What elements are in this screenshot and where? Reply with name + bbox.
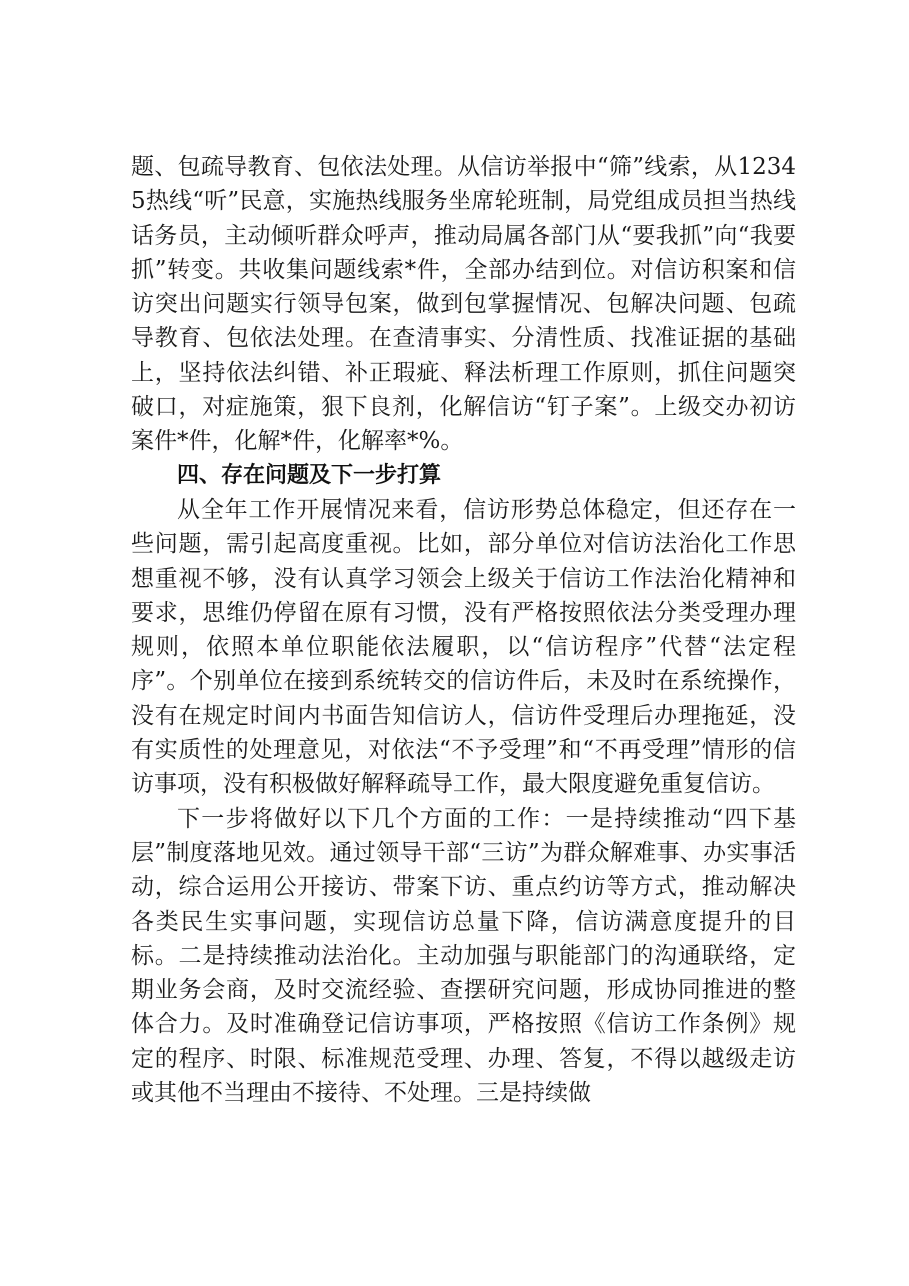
section-heading: 四、存在问题及下一步打算 xyxy=(177,462,442,488)
paragraph-problems: 从全年工作开展情况来看，信访形势总体稳定，但还存在一些问题，需引起高度重视。比如，部分单位对信访法治化工作思想重视不够，没有认真学习领会上级关于信访工作法治化精神和要求，思维仍停留在原有习惯，没有严格按照依法分类受理办理规则，依照本单位职能依法履职，以“信访程序”代替“法定程序”。个别单位在接到系统转交的信访件后，未及时在系统操作，没有在规定时间内书面告知信访人，信访件受理后办理拖延，没有实质性的处理意见，对依法“不予受理”和“不再受理”情形的信访事项，没有积极做好解释疏导工作，最大限度避免重复信访。 xyxy=(131,496,796,798)
paragraph-continuation: 题、包疏导教育、包依法处理。从信访举报中“筛”线索，从12345热线“听”民意，实施热线服务坐席轮班制，局党组成员担当热线话务员，主动倾听群众呼声，推动局属各部门从“要我抓”向“我要抓”转变。共收集问题线索*件，全部办结到位。对信访积案和信访突出问题实行领导包案，做到包掌握情况、包解决问题、包疏导教育、包依法处理。在查清事实、分清性质、找准证据的基础上，坚持依法纠错、补正瑕疵、释法析理工作原则，抓住问题突破口，对症施策，狠下良剂，化解信访“钉子案”。上级交办初访案件*件，化解*件，化解率*%。 xyxy=(131,154,796,455)
paragraph-next-steps: 下一步将做好以下几个方面的工作：一是持续推动“四下基层”制度落地见效。通过领导干部“三访”为群众解难事、办实事活动，综合运用公开接访、带案下访、重点约访等方式，推动解决各类民生实事问题，实现信访总量下降，信访满意度提升的目标。二是持续推动法治化。主动加强与职能部门的沟通联络，定期业务会商，及时交流经验、查摆研究问题，形成协同推进的整体合力。及时准确登记信访事项，严格按照《信访工作条例》规定的程序、时限、标准规范受理、办理、答复，不得以越级走访或其他不当理由不接待、不处理。三是持续做 xyxy=(131,805,796,1107)
document-body xyxy=(131,150,796,1110)
